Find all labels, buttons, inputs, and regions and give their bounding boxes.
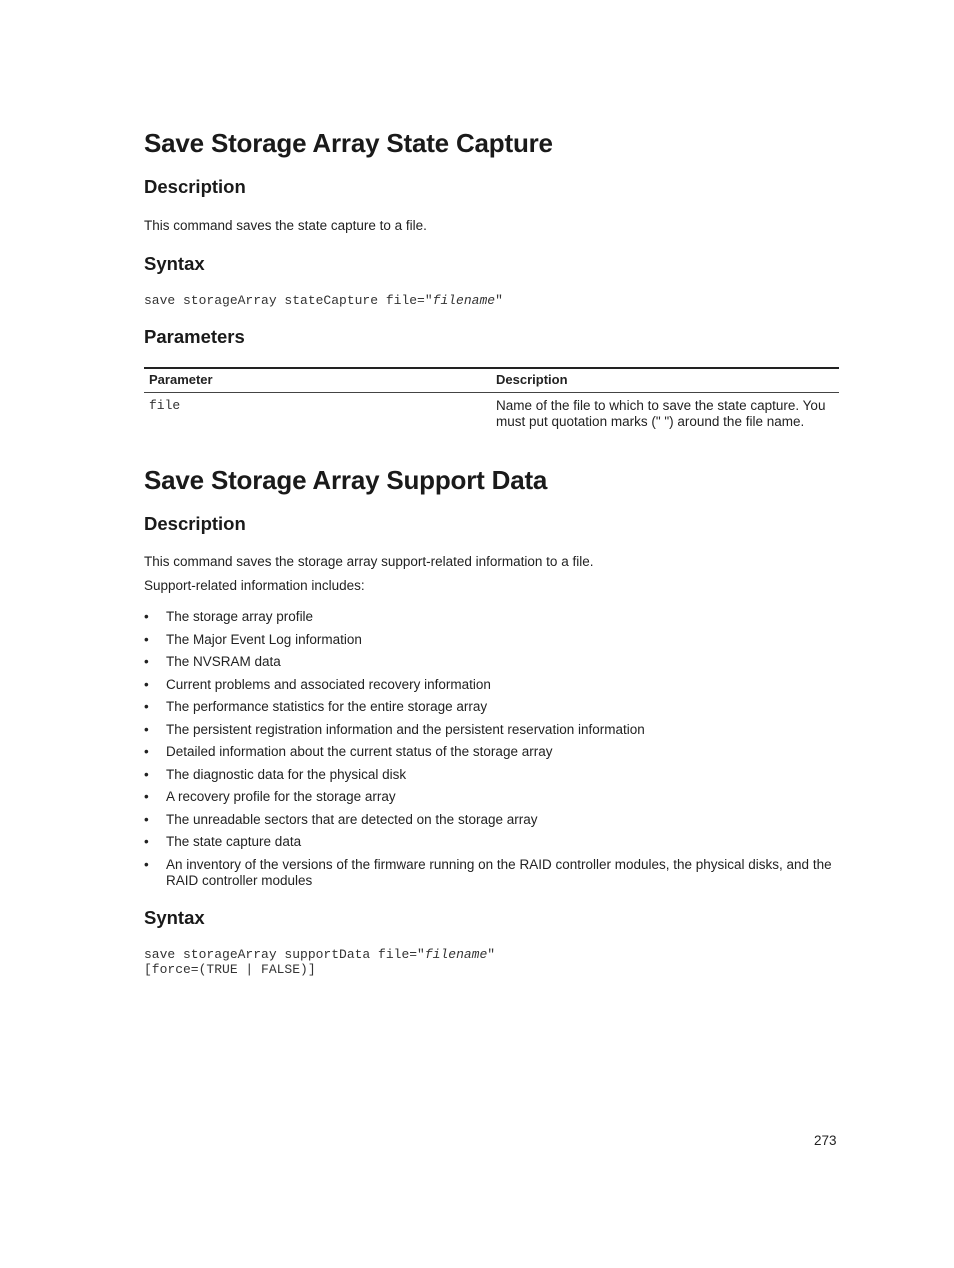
syntax-code-1-var: filename bbox=[432, 293, 496, 308]
description-text-1: This command saves the state capture to a file. bbox=[144, 218, 427, 233]
bullet-dot: • bbox=[144, 676, 149, 692]
list-item: • A recovery profile for the storage array bbox=[144, 789, 396, 804]
syntax-heading-1: Syntax bbox=[144, 253, 205, 274]
list-item: • The Major Event Log information bbox=[144, 631, 362, 647]
description-heading-2: Description bbox=[144, 513, 246, 534]
bullet-dot: • bbox=[144, 609, 149, 624]
list-item: • Detailed information about the current status of the storage array bbox=[144, 744, 553, 759]
syntax-heading-2: Syntax bbox=[144, 907, 205, 928]
syntax-code-2-line2: [force=(TRUE | FALSE)] bbox=[144, 962, 316, 977]
bullet-dot: • bbox=[144, 744, 149, 759]
syntax-code-2 bbox=[144, 947, 495, 977]
section-title-state-capture: Save Storage Array State Capture bbox=[144, 128, 553, 158]
syntax-code-2-suffix: " bbox=[487, 947, 496, 962]
bullet-dot: • bbox=[144, 834, 149, 849]
syntax-code-1-prefix: save storageArray stateCapture file=" bbox=[144, 293, 433, 308]
description-heading-1: Description bbox=[144, 176, 246, 197]
parameters-table bbox=[144, 367, 839, 430]
page-number: 273 bbox=[814, 1133, 837, 1148]
list-item: • The unreadable sectors that are detected on the storage array bbox=[144, 811, 538, 827]
param-desc-cell: Name of the file to which to save the state capture. You must put quotation marks (" ") around the file name. bbox=[496, 398, 826, 429]
section-title-support-data: Save Storage Array Support Data bbox=[144, 465, 548, 495]
list-item: • The performance statistics for the entire storage array bbox=[144, 699, 488, 714]
syntax-code-2-var: filename bbox=[424, 947, 488, 962]
column-header-description: Description bbox=[491, 368, 839, 393]
syntax-code-1 bbox=[144, 293, 503, 308]
bullet-dot: • bbox=[144, 856, 149, 872]
bullet-dot: • bbox=[144, 789, 149, 804]
list-item: • The persistent registration information and the persistent reservation information bbox=[144, 721, 645, 737]
description-text-2: This command saves the storage array support-related information to a file. bbox=[144, 554, 594, 569]
param-name-cell: file bbox=[149, 398, 181, 413]
bullet-dot: • bbox=[144, 654, 149, 669]
list-item: • Current problems and associated recovery information bbox=[144, 676, 491, 692]
list-item: • An inventory of the versions of the firmware running on the RAID controller modules, the physical disks, and the RAID controller modules bbox=[144, 856, 832, 888]
table-header-row bbox=[144, 368, 839, 393]
parameters-heading: Parameters bbox=[144, 326, 245, 347]
list-item: • The state capture data bbox=[144, 834, 302, 849]
syntax-code-2-prefix: save storageArray supportData file=" bbox=[144, 947, 425, 962]
includes-text: Support-related information includes: bbox=[144, 578, 365, 593]
table-row bbox=[144, 393, 839, 431]
bullet-dot: • bbox=[144, 811, 149, 827]
bullet-dot: • bbox=[144, 631, 149, 647]
list-item: • The NVSRAM data bbox=[144, 654, 281, 669]
syntax-code-1-suffix: " bbox=[495, 293, 503, 308]
bullet-dot: • bbox=[144, 699, 149, 714]
support-info-list bbox=[144, 609, 839, 895]
column-header-parameter: Parameter bbox=[144, 368, 491, 393]
list-item: • The diagnostic data for the physical disk bbox=[144, 766, 407, 782]
list-item: • The storage array profile bbox=[144, 609, 314, 624]
bullet-dot: • bbox=[144, 766, 149, 782]
bullet-dot: • bbox=[144, 721, 149, 737]
